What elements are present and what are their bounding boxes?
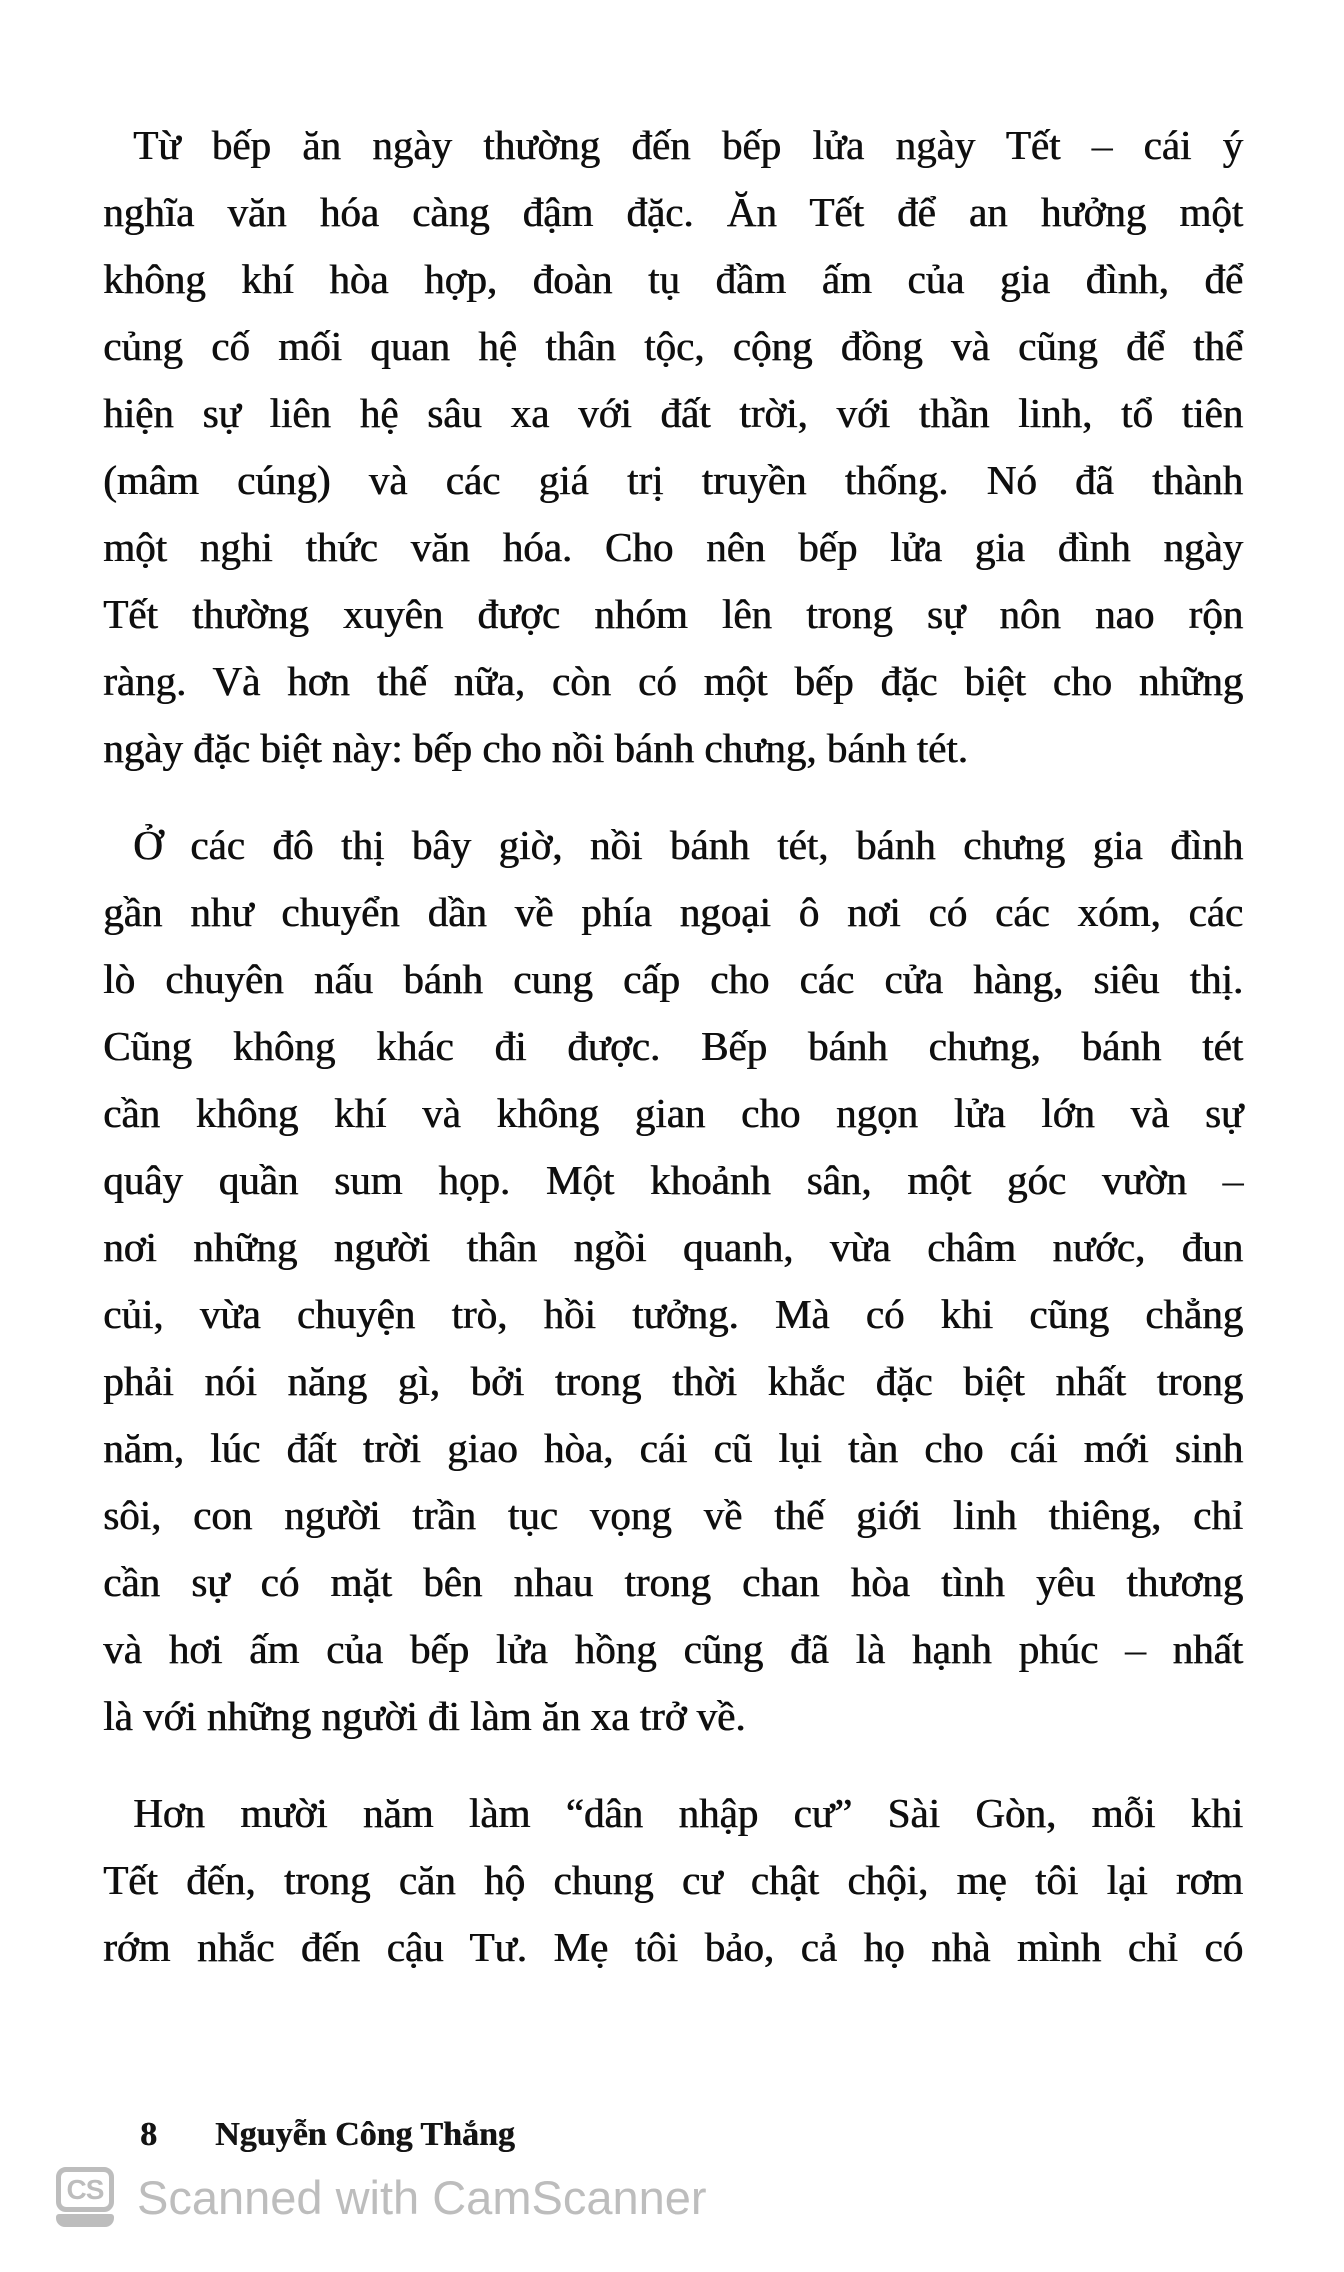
body-line: Tết đến, trong căn hộ chung cư chật chội, mẹ tôi lại rơm <box>103 1857 1243 1903</box>
paragraph <box>103 812 1243 1750</box>
cs-logo-base <box>56 2214 114 2227</box>
body-line: là với những người đi làm ăn xa trở về. <box>103 1693 746 1739</box>
author-name: Nguyễn Công Thắng <box>215 2116 515 2153</box>
camscanner-badge <box>56 2167 114 2227</box>
text-block <box>103 112 1243 2011</box>
body-line: Ở các đô thị bây giờ, nồi bánh tét, bánh chưng gia đình <box>133 822 1243 868</box>
body-line: phải nói năng gì, bởi trong thời khắc đặc biệt nhất trong <box>103 1358 1243 1404</box>
body-line: Từ bếp ăn ngày thường đến bếp lửa ngày Tết – cái ý <box>133 122 1243 168</box>
body-line: một nghi thức văn hóa. Cho nên bếp lửa gia đình ngày <box>103 524 1243 570</box>
page-number: 8 <box>140 2116 157 2153</box>
page-footer <box>140 2112 515 2158</box>
body-line: ràng. Và hơn thế nữa, còn có một bếp đặc biệt cho những <box>103 658 1243 704</box>
body-line: và hơi ấm của bếp lửa hồng cũng đã là hạnh phúc – nhất <box>103 1626 1243 1672</box>
body-line: cần sự có mặt bên nhau trong chan hòa tình yêu thương <box>103 1559 1243 1605</box>
body-line: hiện sự liên hệ sâu xa với đất trời, với thần linh, tổ tiên <box>103 390 1243 436</box>
paragraph <box>103 1780 1243 1981</box>
body-line: (mâm cúng) và các giá trị truyền thống. Nó đã thành <box>103 457 1243 503</box>
body-line: sôi, con người trần tục vọng về thế giới linh thiêng, chỉ <box>103 1492 1243 1538</box>
body-line: nghĩa văn hóa càng đậm đặc. Ăn Tết để an hưởng một <box>103 189 1243 235</box>
body-line: Cũng không khác đi được. Bếp bánh chưng, bánh tét <box>103 1023 1243 1069</box>
camscanner-label: Scanned with CamScanner <box>137 2171 707 2224</box>
body-line: củi, vừa chuyện trò, hồi tưởng. Mà có khi cũng chẳng <box>103 1291 1243 1337</box>
body-line: lò chuyên nấu bánh cung cấp cho các cửa hàng, siêu thị. <box>103 956 1243 1002</box>
body-line: gần như chuyển dần về phía ngoại ô nơi có các xóm, các <box>103 889 1243 935</box>
body-line: nơi những người thân ngồi quanh, vừa châm nước, đun <box>103 1224 1243 1270</box>
body-line: cần không khí và không gian cho ngọn lửa lớn và sự <box>103 1090 1243 1136</box>
body-line: củng cố mối quan hệ thân tộc, cộng đồng và cũng để thể <box>103 323 1243 369</box>
body-line: rớm nhắc đến cậu Tư. Mẹ tôi bảo, cả họ nhà mình chỉ có <box>103 1924 1243 1970</box>
body-line: quây quần sum họp. Một khoảnh sân, một góc vườn – <box>103 1157 1243 1203</box>
body-line: Tết thường xuyên được nhóm lên trong sự nôn nao rộn <box>103 591 1243 637</box>
body-line: Hơn mười năm làm “dân nhập cư” Sài Gòn, mỗi khi <box>133 1790 1243 1836</box>
body-line: ngày đặc biệt này: bếp cho nồi bánh chưng, bánh tét. <box>103 725 968 771</box>
paragraph <box>103 112 1243 782</box>
body-line: năm, lúc đất trời giao hòa, cái cũ lụi tàn cho cái mới sinh <box>103 1425 1243 1471</box>
cs-logo-icon: CS <box>56 2167 114 2212</box>
body-line: không khí hòa hợp, đoàn tụ đầm ấm của gia đình, để <box>103 256 1243 302</box>
